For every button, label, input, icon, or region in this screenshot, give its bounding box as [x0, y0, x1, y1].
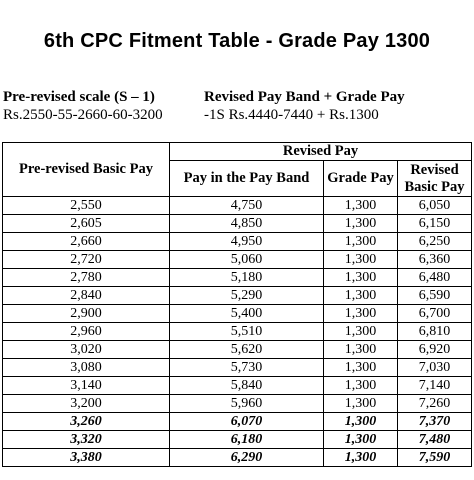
cell-grade-pay: 1,300	[324, 449, 398, 467]
table-row	[3, 395, 472, 413]
cell-pay-in-pay-band: 6,070	[170, 413, 324, 431]
cell-grade-pay: 1,300	[324, 431, 398, 449]
table-row	[3, 449, 472, 467]
cell-pre-revised-basic-pay: 2,900	[3, 305, 170, 323]
table-row	[3, 287, 472, 305]
revised-band-heading: Revised Pay Band + Grade Pay	[204, 89, 405, 105]
cell-pre-revised-basic-pay: 2,960	[3, 323, 170, 341]
cell-pre-revised-basic-pay: 3,080	[3, 359, 170, 377]
cell-revised-basic-pay: 6,150	[398, 215, 472, 233]
table-row	[3, 359, 472, 377]
cell-grade-pay: 1,300	[324, 197, 398, 215]
cell-revised-basic-pay: 6,480	[398, 269, 472, 287]
cell-pay-in-pay-band: 5,060	[170, 251, 324, 269]
pre-revised-scale-heading: Pre-revised scale (S – 1)	[3, 89, 155, 105]
cell-revised-basic-pay: 6,810	[398, 323, 472, 341]
cell-pre-revised-basic-pay: 3,140	[3, 377, 170, 395]
cell-revised-basic-pay: 6,050	[398, 197, 472, 215]
cell-pay-in-pay-band: 5,400	[170, 305, 324, 323]
page-title: 6th CPC Fitment Table - Grade Pay 1300	[43, 30, 431, 52]
cell-pay-in-pay-band: 5,960	[170, 395, 324, 413]
table-row	[3, 323, 472, 341]
cell-pay-in-pay-band: 5,730	[170, 359, 324, 377]
cell-grade-pay: 1,300	[324, 359, 398, 377]
cell-revised-basic-pay: 6,700	[398, 305, 472, 323]
cell-pay-in-pay-band: 6,180	[170, 431, 324, 449]
cell-revised-basic-pay: 7,260	[398, 395, 472, 413]
cell-pay-in-pay-band: 4,850	[170, 215, 324, 233]
cell-grade-pay: 1,300	[324, 413, 398, 431]
cell-pay-in-pay-band: 5,620	[170, 341, 324, 359]
table-body	[3, 197, 472, 467]
pre-revised-scale-value: Rs.2550-55-2660-60-3200	[3, 107, 163, 123]
header-revised-basic-pay: Revised Basic Pay	[398, 161, 472, 197]
cell-pay-in-pay-band: 5,180	[170, 269, 324, 287]
cell-revised-basic-pay: 7,030	[398, 359, 472, 377]
cell-pre-revised-basic-pay: 3,200	[3, 395, 170, 413]
cell-pre-revised-basic-pay: 3,020	[3, 341, 170, 359]
cell-revised-basic-pay: 6,920	[398, 341, 472, 359]
cell-pay-in-pay-band: 6,290	[170, 449, 324, 467]
cell-pre-revised-basic-pay: 2,720	[3, 251, 170, 269]
cell-revised-basic-pay: 6,590	[398, 287, 472, 305]
cell-pre-revised-basic-pay: 2,550	[3, 197, 170, 215]
cell-revised-basic-pay: 6,360	[398, 251, 472, 269]
cell-grade-pay: 1,300	[324, 305, 398, 323]
fitment-table	[2, 142, 472, 467]
table-row	[3, 269, 472, 287]
table-row	[3, 233, 472, 251]
table-row	[3, 413, 472, 431]
cell-grade-pay: 1,300	[324, 251, 398, 269]
cell-revised-basic-pay: 7,480	[398, 431, 472, 449]
table-row	[3, 215, 472, 233]
revised-band-value: -1S Rs.4440-7440 + Rs.1300	[204, 107, 379, 123]
header-pay-in-pay-band: Pay in the Pay Band	[170, 161, 324, 197]
cell-pre-revised-basic-pay: 2,780	[3, 269, 170, 287]
cell-revised-basic-pay: 7,140	[398, 377, 472, 395]
cell-pay-in-pay-band: 5,510	[170, 323, 324, 341]
cell-revised-basic-pay: 7,590	[398, 449, 472, 467]
header-revised-pay: Revised Pay	[170, 143, 472, 161]
cell-grade-pay: 1,300	[324, 233, 398, 251]
cell-pre-revised-basic-pay: 2,660	[3, 233, 170, 251]
cell-grade-pay: 1,300	[324, 287, 398, 305]
table-row	[3, 251, 472, 269]
table-row	[3, 305, 472, 323]
cell-pay-in-pay-band: 5,290	[170, 287, 324, 305]
revised-band-block	[204, 88, 405, 124]
cell-revised-basic-pay: 6,250	[398, 233, 472, 251]
header-grade-pay: Grade Pay	[324, 161, 398, 197]
pre-revised-scale-block	[3, 88, 163, 124]
cell-pay-in-pay-band: 4,750	[170, 197, 324, 215]
cell-pre-revised-basic-pay: 3,320	[3, 431, 170, 449]
cell-pre-revised-basic-pay: 3,260	[3, 413, 170, 431]
cell-pay-in-pay-band: 4,950	[170, 233, 324, 251]
cell-grade-pay: 1,300	[324, 323, 398, 341]
cell-pre-revised-basic-pay: 2,605	[3, 215, 170, 233]
cell-grade-pay: 1,300	[324, 341, 398, 359]
table-row	[3, 341, 472, 359]
cell-grade-pay: 1,300	[324, 269, 398, 287]
cell-grade-pay: 1,300	[324, 395, 398, 413]
table-row	[3, 377, 472, 395]
table-row	[3, 197, 472, 215]
cell-pre-revised-basic-pay: 2,840	[3, 287, 170, 305]
cell-pay-in-pay-band: 5,840	[170, 377, 324, 395]
header-pre-revised-basic-pay: Pre-revised Basic Pay	[3, 143, 170, 197]
table-row	[3, 431, 472, 449]
cell-grade-pay: 1,300	[324, 215, 398, 233]
cell-pre-revised-basic-pay: 3,380	[3, 449, 170, 467]
cell-grade-pay: 1,300	[324, 377, 398, 395]
cell-revised-basic-pay: 7,370	[398, 413, 472, 431]
